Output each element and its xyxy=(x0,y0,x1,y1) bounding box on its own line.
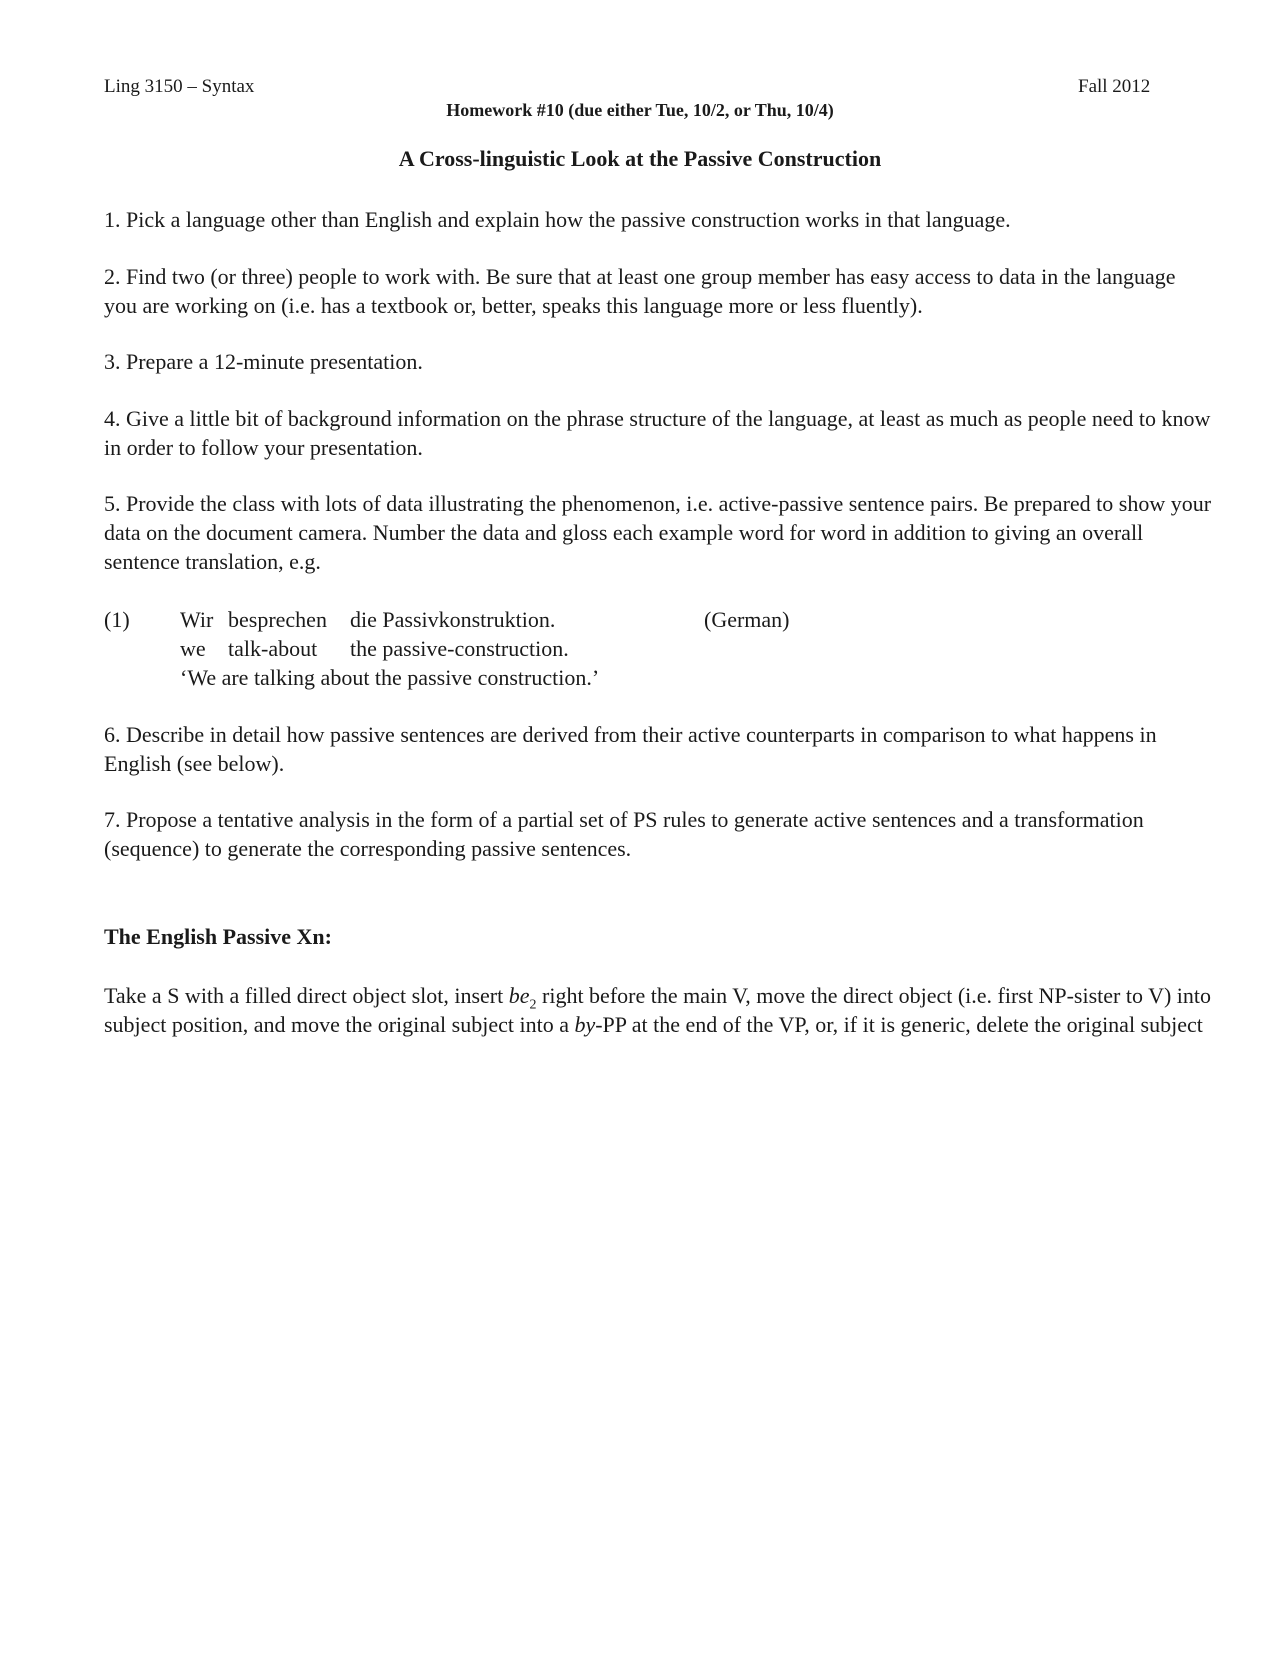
be-subscript: 2 xyxy=(529,997,537,1013)
item-4: 4. Give a little bit of background information on the phrase structure of the language, at least as much as people need to know in order to follow your presentation. xyxy=(104,406,1211,460)
item-7: 7. Propose a tentative analysis in the form of a partial set of PS rules to generate active sentences and a transformation (sequence) to generate the corresponding passive sentences. xyxy=(104,807,1144,861)
page-title: A Cross-linguistic Look at the Passive Construction xyxy=(398,146,882,171)
homework-due-line: Homework #10 (due either Tue, 10/2, or Thu, 10/4) xyxy=(446,100,834,120)
be-term: be xyxy=(508,983,530,1008)
item-3: 3. Prepare a 12-minute presentation. xyxy=(104,349,423,374)
item-5: 5. Provide the class with lots of data illustrating the phenomenon, i.e. active-passive sentence pairs. Be prepared to show your data on the document camera. Number the data and gloss each example word for word in addition to giving an overall sentence translation, e.g. xyxy=(104,491,1212,574)
by-term: by xyxy=(574,1012,596,1037)
example-language: (German) xyxy=(704,607,790,632)
course-label: Ling 3150 – Syntax xyxy=(104,76,255,97)
gloss-word-3: the passive-construction. xyxy=(350,636,569,661)
desc-part-2: right before the main V, move the direct object (i.e. first NP-sister to V) into subject position, and move the original subject into a xyxy=(104,983,1212,1037)
example-translation: ‘We are talking about the passive construction.’ xyxy=(180,665,600,690)
gloss-word-2: talk-about xyxy=(228,636,318,661)
source-word-3: die Passivkonstruktion. xyxy=(350,607,556,632)
english-passive-heading: The English Passive Xn: xyxy=(104,924,332,949)
example-number: (1) xyxy=(104,607,130,632)
item-1: 1. Pick a language other than English and explain how the passive construction works in that language. xyxy=(104,207,1011,232)
source-word-1: Wir xyxy=(180,607,214,632)
item-6: 6. Describe in detail how passive sentences are derived from their active counterparts in comparison to what happens in English (see below). xyxy=(104,722,1157,776)
desc-part-3: -PP at the end of the VP, or, if it is generic, delete the original subject xyxy=(595,1012,1203,1037)
gloss-word-1: we xyxy=(180,636,206,661)
example-gloss xyxy=(104,607,1214,697)
source-word-2: besprechen xyxy=(228,607,327,632)
item-2: 2. Find two (or three) people to work with. Be sure that at least one group member has easy access to data in the language you are working on (i.e. has a textbook or, better, speaks this language more or less fluently). xyxy=(104,264,1176,318)
term-label: Fall 2012 xyxy=(1078,76,1151,97)
english-passive-description xyxy=(104,981,1214,1039)
desc-part-1: Take a S with a filled direct object slot, insert xyxy=(104,983,509,1008)
